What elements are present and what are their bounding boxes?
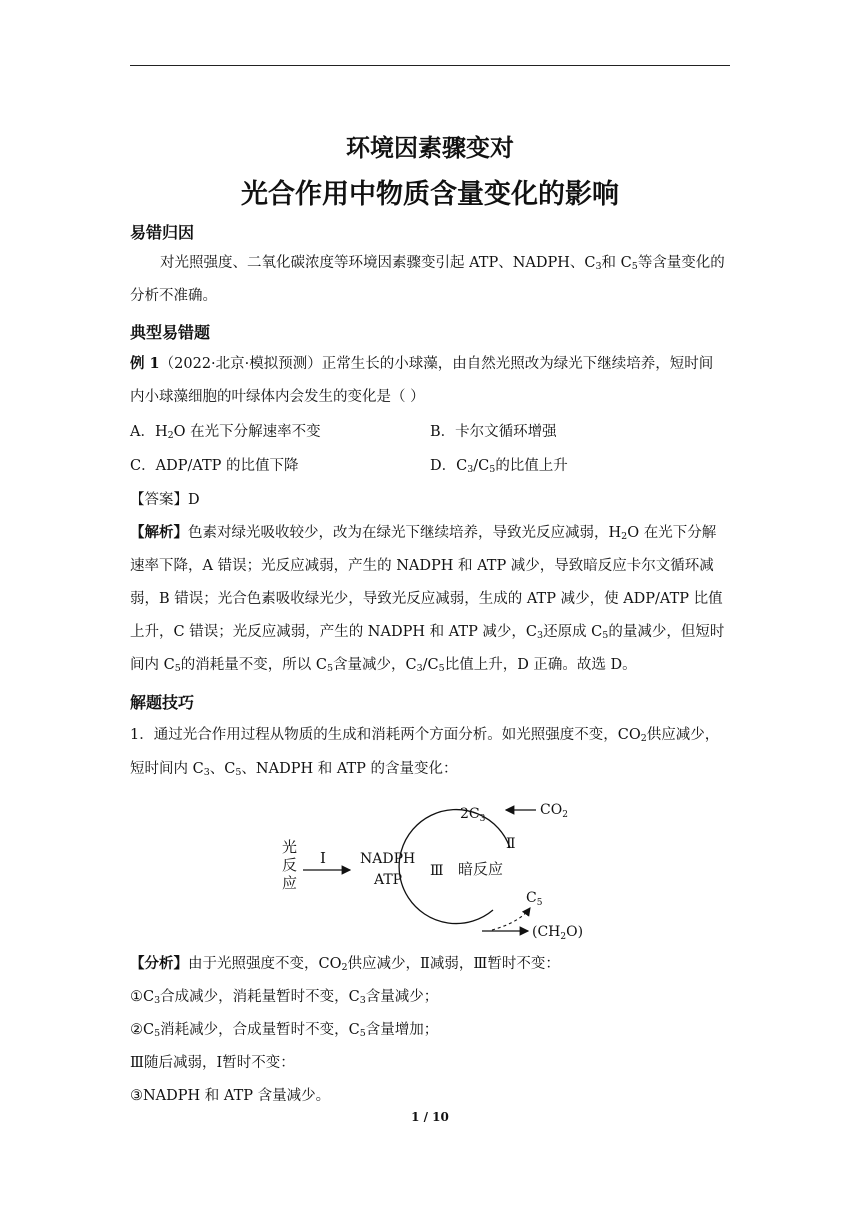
option-c: C．ADP/ATP 的比值下降 bbox=[130, 458, 299, 474]
analysis-note-line-2: $①C_3$合成减少，消耗量暂时不变，$C_3$含量减少； bbox=[130, 989, 439, 1006]
analysis-line-3: 弱，B 错误；光合色素吸收绿光少，导致光反应减弱，生成的 ATP 减少，使 ADP/ATP 比值 bbox=[130, 591, 723, 607]
roman-II-label: Ⅱ bbox=[506, 836, 516, 852]
photosynthesis-cycle-diagram bbox=[270, 790, 600, 940]
page-number: 1 / 10 bbox=[411, 1110, 449, 1124]
error-cause-line-2: 分析不准确。 bbox=[130, 288, 217, 304]
arrow-I-label: I bbox=[320, 849, 326, 867]
co2-label: $CO_2$ bbox=[540, 802, 568, 820]
analysis-note-line-4: Ⅲ随后减弱，Ⅰ暂时不变： bbox=[130, 1055, 295, 1071]
example-line-2: 内小球藻细胞的叶绿体内会发生的变化是（ ） bbox=[130, 389, 425, 405]
light-reaction-label-1: 光 bbox=[282, 838, 298, 856]
answer-line: 【答案】D bbox=[130, 492, 200, 508]
analysis-note-line-5: ③NADPH 和 ATP 含量减少。 bbox=[130, 1088, 331, 1104]
dark-reaction-label: 暗反应 bbox=[458, 860, 504, 878]
section-heading-typical-question: 典型易错题 bbox=[130, 323, 211, 342]
analysis-line-2: 速率下降，A 错误；光反应减弱，产生的 NADPH 和 ATP 减少，导致暗反应卡尔文循环减 bbox=[130, 558, 714, 574]
c5-label: $C_5$ bbox=[526, 890, 543, 908]
light-reaction-label-3: 应 bbox=[282, 874, 298, 892]
title-line-1: 环境因素骤变对 bbox=[346, 134, 514, 162]
option-b: B．卡尔文循环增强 bbox=[430, 424, 557, 440]
header-rule bbox=[130, 65, 730, 66]
example-line-1: 例 1（2022·北京·模拟预测）正常生长的小球藻，由自然光照改为绿光下继续培养，短时间 bbox=[130, 355, 714, 372]
atp-label: ATP bbox=[374, 872, 403, 888]
title-line-2: 光合作用中物质含量变化的影响 bbox=[241, 179, 619, 210]
nadph-label: NADPH bbox=[360, 851, 416, 867]
ch2o-label: $(CH_2O)$ bbox=[532, 924, 584, 940]
section-heading-tips: 解题技巧 bbox=[130, 693, 195, 712]
analysis-note-line-3: $②C_5$消耗减少，合成量暂时不变，$C_5$含量增加； bbox=[130, 1022, 439, 1039]
tip-line-1: 1．通过光合作用过程从物质的生成和消耗两个方面分析。如光照强度不变，$CO_2$供应减少， bbox=[130, 727, 720, 744]
analysis-line-4: 上升，C 错误；光反应减弱，产生的 NADPH 和 ATP 减少，$C_3$还原成 $C_5$的量减少，但短时 bbox=[130, 624, 725, 641]
option-d: D．$C_3/C_5$的比值上升 bbox=[430, 458, 568, 475]
analysis-line-5: 间内 $C_5$的消耗量不变，所以 $C_5$含量减少，$C_3/C_5$比值上升，D 正确。故选 D。 bbox=[130, 657, 637, 674]
light-reaction-label-2: 反 bbox=[282, 856, 298, 874]
roman-III-label: Ⅲ bbox=[430, 863, 444, 879]
error-cause-line-1: 对光照强度、二氧化碳浓度等环境因素骤变引起 ATP、NADPH、$C_3$和 $C_5$等含量变化的 bbox=[160, 255, 725, 272]
c5-dashed-arrow bbox=[492, 908, 530, 930]
option-a: A．$H_2O$ 在光下分解速率不变 bbox=[130, 424, 321, 441]
section-heading-error-cause: 易错归因 bbox=[130, 223, 195, 242]
analysis-note-line-1: 【分析】由于光照强度不变，$CO_2$供应减少，Ⅱ减弱，Ⅲ暂时不变： bbox=[130, 955, 560, 973]
tip-line-2: 短时间内 $C_3$、$C_5$、NADPH 和 ATP 的含量变化： bbox=[130, 761, 458, 778]
analysis-line-1: 【解析】色素对绿光吸收较少，改为在绿光下继续培养，导致光反应减弱，$H_2O$ 在光下分解 bbox=[130, 524, 717, 542]
c3-label: $2C_3$ bbox=[460, 806, 486, 824]
